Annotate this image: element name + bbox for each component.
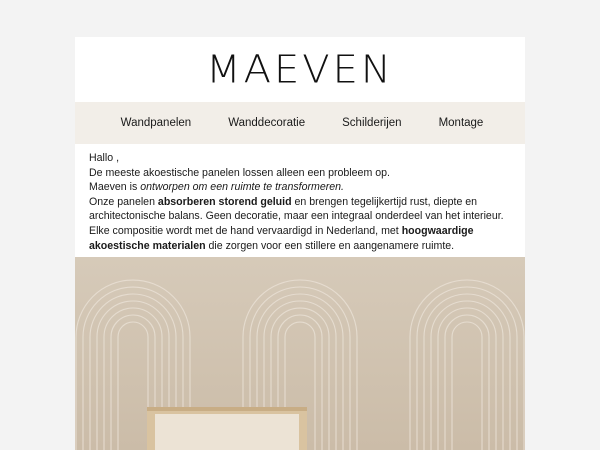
intro-line-2-emphasis: ontworpen om een ruimte te transformeren. — [140, 181, 344, 194]
nav-item-wanddecoratie[interactable]: Wanddecoratie — [228, 117, 306, 129]
p3-strong: absorberen storend geluid — [157, 195, 292, 208]
intro-paragraph-4 — [89, 224, 511, 253]
email-container — [75, 37, 525, 450]
brand-logo[interactable]: MAEVEN — [206, 47, 394, 92]
hero-image[interactable] — [75, 257, 525, 450]
p3-prefix: Onze panelen — [89, 195, 158, 208]
wall-frame — [147, 407, 307, 450]
header — [75, 37, 525, 102]
intro-line-1: De meeste akoestische panelen lossen alleen een probleem op. — [89, 166, 390, 179]
p4-prefix: Elke compositie wordt met de hand vervaardigd in Nederland, met — [89, 224, 402, 237]
intro-paragraph-3 — [89, 195, 511, 224]
intro-line-2 — [89, 180, 511, 195]
intro-text — [75, 144, 525, 252]
main-nav — [75, 102, 525, 144]
nav-item-schilderijen[interactable]: Schilderijen — [342, 117, 402, 129]
intro-line-2-prefix: Maeven is — [89, 181, 141, 194]
nav-item-wandpanelen[interactable]: Wandpanelen — [120, 117, 192, 129]
greeting: Hallo , — [89, 152, 120, 164]
p4-suffix: die zorgen voor een stillere en aangenamere ruimte. — [205, 239, 455, 252]
p3-suffix: en brengen tegelijkertijd rust, diepte en architectonische balans. Geen decoratie, maar een integraal onderdeel van het interieur. — [89, 195, 504, 223]
nav-item-montage[interactable]: Montage — [438, 117, 484, 129]
p4-strong: hoogwaardige akoestische materialen — [89, 224, 474, 252]
acoustic-panels-illustration — [75, 257, 525, 450]
